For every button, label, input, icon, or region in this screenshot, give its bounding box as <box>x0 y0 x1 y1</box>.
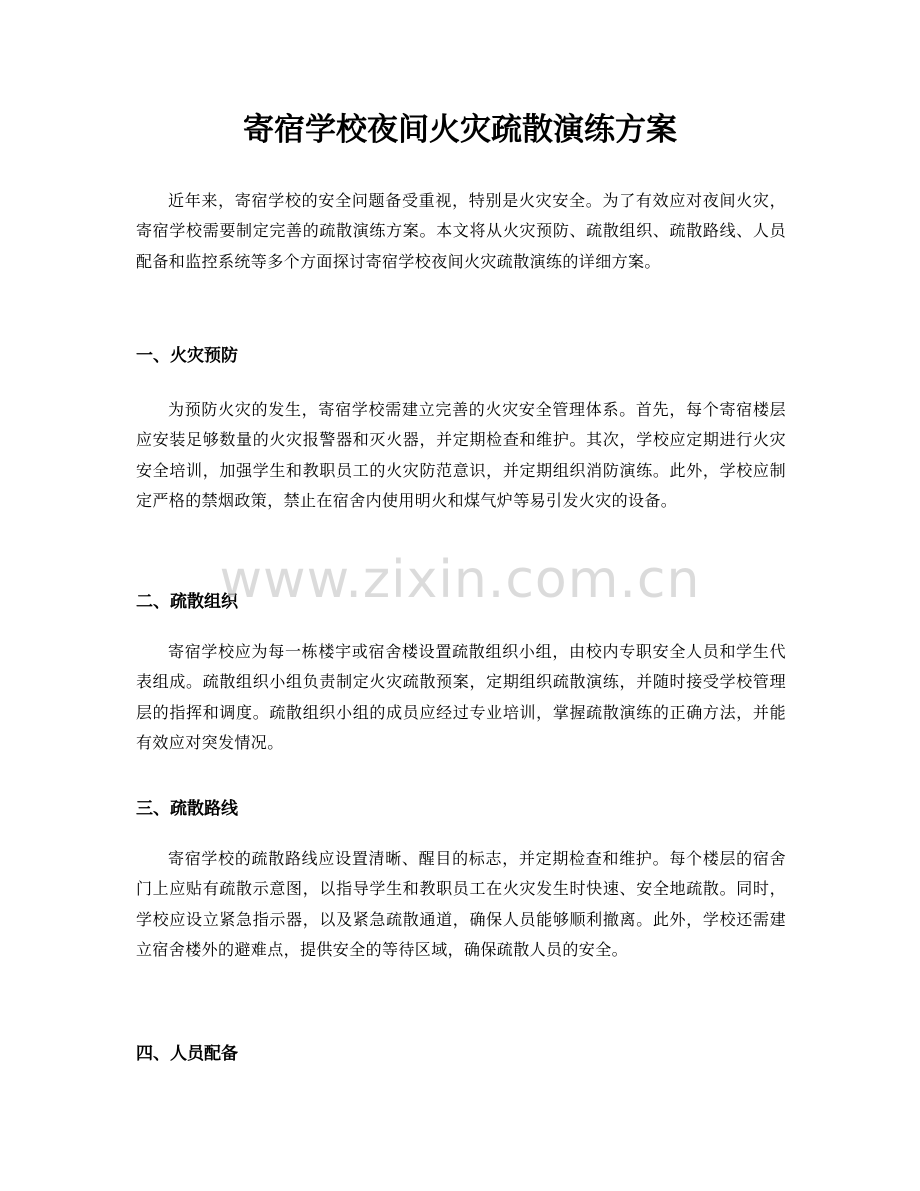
document-title: 寄宿学校夜间火灾疏散演练方案 <box>243 112 677 148</box>
section-heading-fire-prevention: 一、火灾预防 <box>136 346 238 366</box>
intro-paragraph: 近年来，寄宿学校的安全问题备受重视，特别是火灾安全。为了有效应对夜间火灾，寄宿学校需要制定完善的疏散演练方案。本文将从火灾预防、疏散组织、疏散路线、人员配备和监控系统等多个方面探讨寄宿学校夜间火灾疏散演练的详细方案。 <box>136 191 786 271</box>
watermark: www.zixin.com.cn <box>219 550 701 610</box>
section-body-evacuation-organization: 寄宿学校应为每一栋楼宇或宿舍楼设置疏散组织小组，由校内专职安全人员和学生代表组成。疏散组织小组负责制定火灾疏散预案，定期组织疏散演练，并随时接受学校管理层的指挥和调度。疏散组织小组的成员应经过专业培训，掌握疏散演练的正确方法，并能有效应对突发情况。 <box>136 642 786 753</box>
section-body-fire-prevention: 为预防火灾的发生，寄宿学校需建立完善的火灾安全管理体系。首先，每个寄宿楼层应安装足够数量的火灾报警器和灭火器，并定期检查和维护。其次，学校应定期进行火灾安全培训，加强学生和教职员工的火灾防范意识，并定期组织消防演练。此外，学校应制定严格的禁烟政策，禁止在宿舍内使用明火和煤气炉等易引发火灾的设备。 <box>136 400 786 511</box>
section-body-evacuation-routes: 寄宿学校的疏散路线应设置清晰、醒目的标志，并定期检查和维护。每个楼层的宿舍门上应贴有疏散示意图，以指导学生和教职员工在火灾发生时快速、安全地疏散。同时，学校应设立紧急指示器，以及紧急疏散通道，确保人员能够顺利撤离。此外，学校还需建立宿舍楼外的避难点，提供安全的等待区域，确保疏散人员的安全。 <box>136 849 786 960</box>
section-heading-staffing: 四、人员配备 <box>136 1044 238 1064</box>
section-heading-evacuation-routes: 三、疏散路线 <box>136 799 238 819</box>
section-heading-evacuation-organization: 二、疏散组织 <box>136 592 238 612</box>
